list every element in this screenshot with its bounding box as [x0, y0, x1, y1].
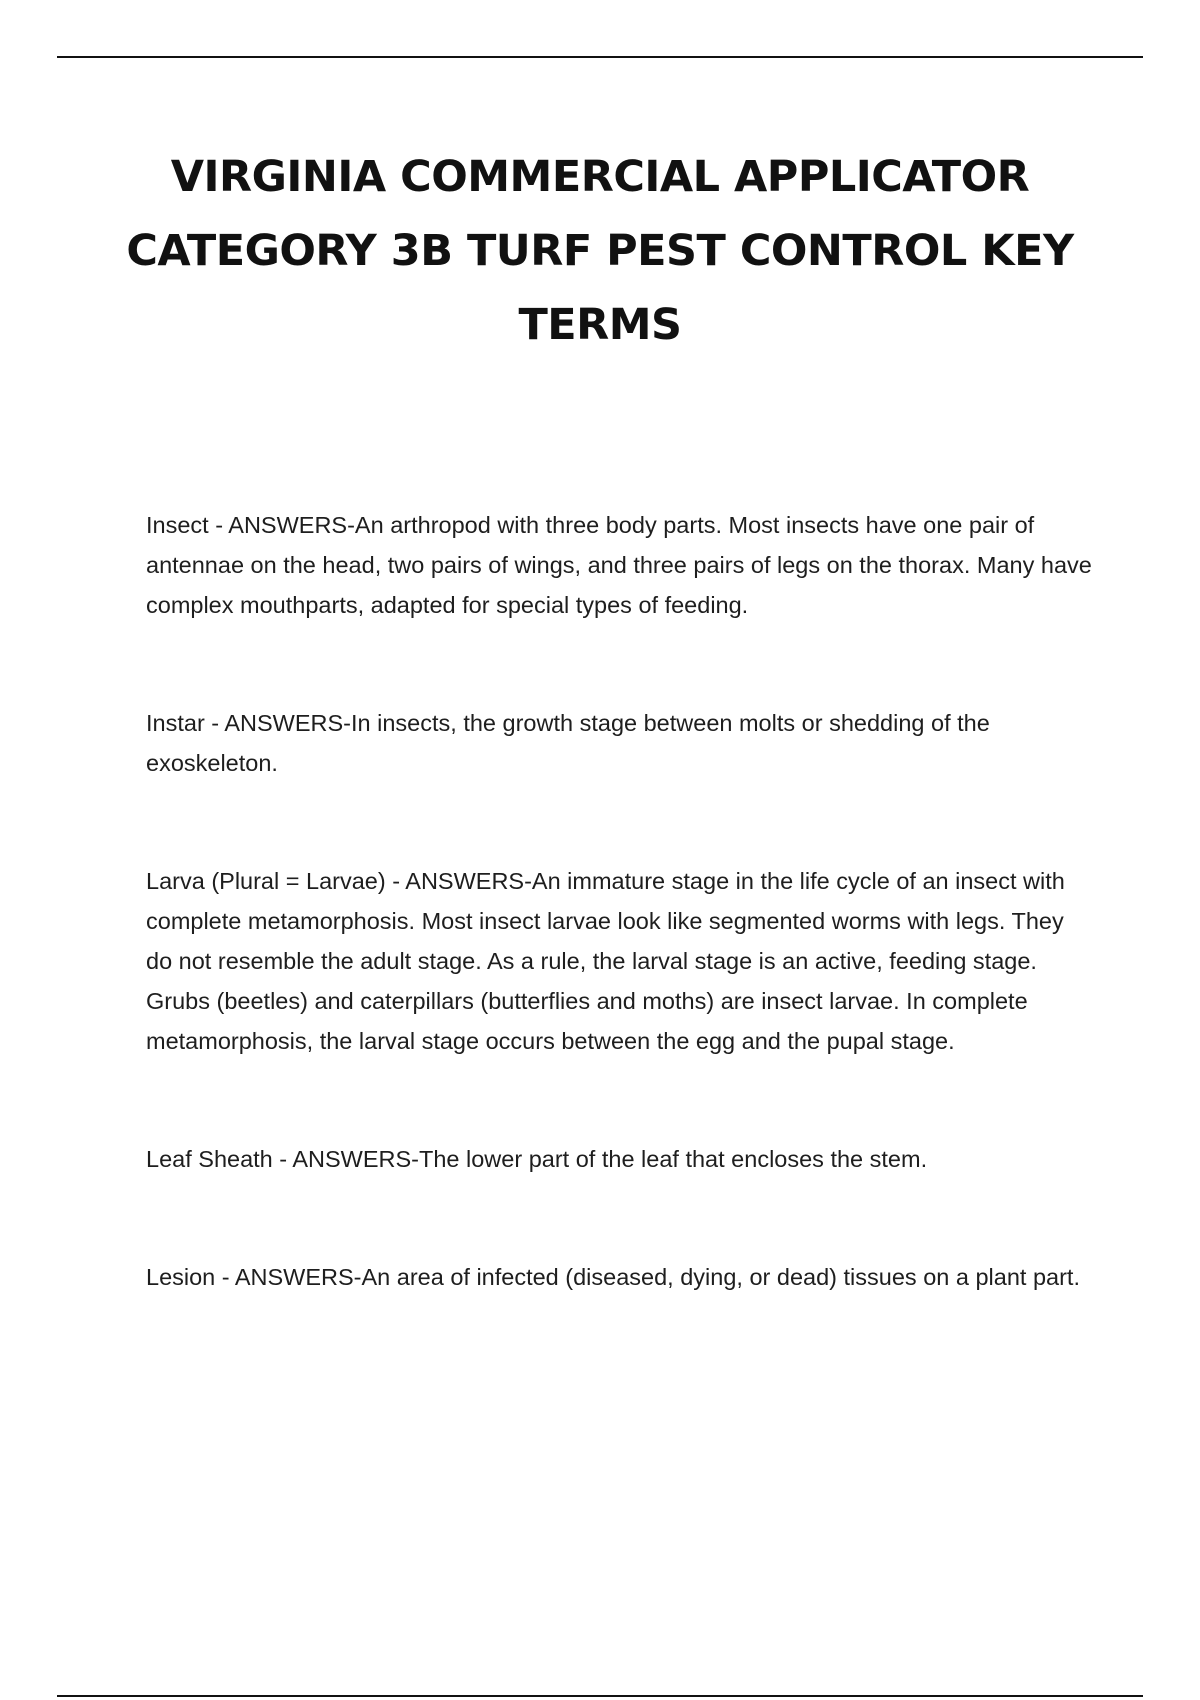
footer-rule [57, 1695, 1143, 1697]
header-rule [57, 56, 1143, 58]
term-entry-insect: Insect - ANSWERS-An arthropod with three body parts. Most insects have one pair of antennae on the head, two pairs of wings, and three pairs of legs on the thorax. Many have complex mouthparts, adapted for special types of feeding. [146, 512, 1092, 618]
term-entry-instar: Instar - ANSWERS-In insects, the growth stage between molts or shedding of the exoskeleton. [146, 710, 990, 776]
term-entry-leaf-sheath: Leaf Sheath - ANSWERS-The lower part of the leaf that encloses the stem. [146, 1146, 928, 1172]
document-title: VIRGINIA COMMERCIAL APPLICATOR CATEGORY 3B TURF PEST CONTROL KEY TERMS [126, 152, 1074, 350]
key-terms-list [146, 505, 1096, 1297]
term-entry-larva: Larva (Plural = Larvae) - ANSWERS-An immature stage in the life cycle of an insect with complete metamorphosis. Most insect larvae look like segmented worms with legs. They do not resemble the adult stage. As a rule, the larval stage is an active, feeding stage. Grubs (beetles) and caterpillars (butterflies and moths) are insect larvae. In complete metamorphosis, the larval stage occurs between the egg and the pupal stage. [146, 868, 1065, 1054]
term-entry-lesion: Lesion - ANSWERS-An area of infected (diseased, dying, or dead) tissues on a plant part. [146, 1264, 1080, 1290]
